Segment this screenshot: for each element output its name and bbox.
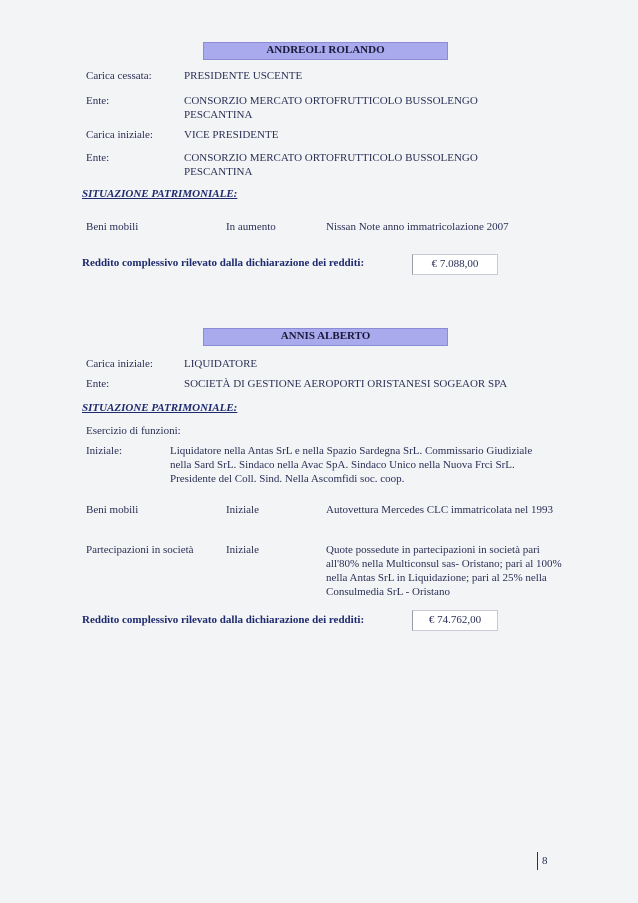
person-name: ANNIS ALBERTO [280, 330, 371, 342]
row-label: Carica iniziale: [86, 358, 153, 370]
asset-type: Beni mobili [86, 221, 139, 233]
row-label: Ente: [86, 152, 110, 164]
reddito-value [412, 610, 498, 631]
asset-description: Nissan Note anno immatricolazione 2007 [326, 221, 509, 233]
asset-description: Quote possedute in partecipazioni in società pari all'80% nella Multiconsul sas- Oristano; pari al 100% nella Antas SrL in Liquidazione; pari al 25% nella Consulmedia SrL - Oristano [326, 544, 562, 598]
asset-type: Partecipazioni in società [86, 544, 194, 556]
reddito-value [412, 254, 498, 275]
row-value: LIQUIDATORE [184, 358, 258, 370]
asset-status: Iniziale [226, 544, 259, 556]
reddito-label: Reddito complessivo rilevato dalla dichiarazione dei redditi: [82, 614, 365, 626]
person-name: ANDREOLI ROLANDO [266, 44, 385, 56]
esercizio-label: Esercizio di funzioni: [86, 425, 181, 437]
iniziale-label: Iniziale: [86, 445, 123, 457]
page-number: 8 [542, 855, 548, 867]
row-label: Carica iniziale: [86, 129, 153, 141]
page-number-divider [537, 852, 538, 870]
asset-description: Autovettura Mercedes CLC immatricolata nel 1993 [326, 504, 553, 516]
row-value: SOCIETÀ DI GESTIONE AEROPORTI ORISTANESI SOGEAOR SPA [184, 378, 508, 390]
section-title: SITUAZIONE PATRIMONIALE: [82, 402, 238, 414]
asset-status: Iniziale [226, 504, 259, 516]
person-name-bar [203, 328, 448, 346]
row-value: VICE PRESIDENTE [184, 129, 279, 141]
person-name-bar [203, 42, 448, 60]
reddito-amount: € 74.762,00 [428, 614, 482, 626]
reddito-label: Reddito complessivo rilevato dalla dichiarazione dei redditi: [82, 257, 365, 269]
asset-status: In aumento [226, 221, 276, 233]
row-value: CONSORZIO MERCATO ORTOFRUTTICOLO BUSSOLENGO PESCANTINA [184, 95, 478, 121]
row-label: Ente: [86, 95, 110, 107]
row-label: Ente: [86, 378, 110, 390]
row-label: Carica cessata: [86, 70, 152, 82]
row-value: PRESIDENTE USCENTE [184, 70, 303, 82]
iniziale-text: Liquidatore nella Antas SrL e nella Spazio Sardegna SrL. Commissario Giudiziale nella Sard SrL. Sindaco nella Avac SpA. Sindaco Unico nella Nuova Frci SrL. Presidente del Coll. Sind. Nella Ascomfidi soc. coop. [170, 445, 533, 485]
row-value: CONSORZIO MERCATO ORTOFRUTTICOLO BUSSOLENGO PESCANTINA [184, 152, 478, 178]
asset-type: Beni mobili [86, 504, 139, 516]
section-title: SITUAZIONE PATRIMONIALE: [82, 188, 238, 200]
reddito-amount: € 7.088,00 [431, 258, 479, 270]
